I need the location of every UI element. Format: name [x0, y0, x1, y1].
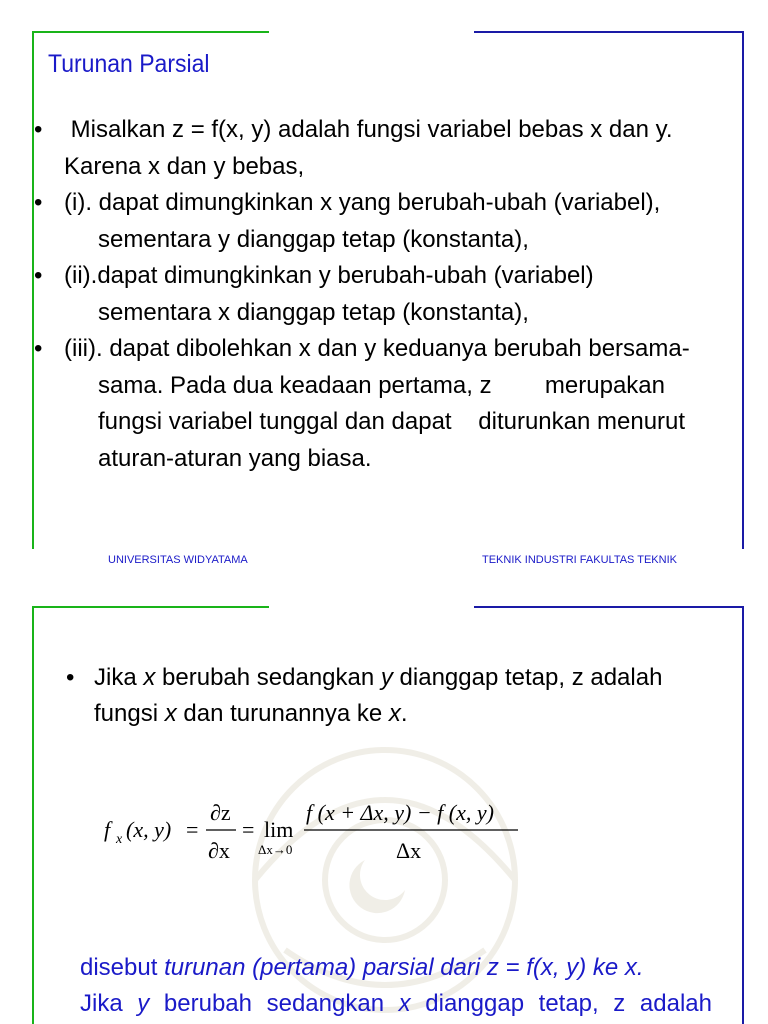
text-part: . [400, 700, 408, 727]
bullet-line: fungsi variabel tunggal dan dapat diturunkan menurut [98, 408, 686, 435]
text-part: dianggap tetap, z adalah [392, 664, 663, 691]
bullet-dot-icon: • [34, 189, 43, 216]
bullet-line: (ii).dapat dimungkinkan y berubah-ubah (variabel) [64, 262, 594, 289]
slide-title: Turunan Parsial [48, 50, 210, 78]
text-part: Jika [80, 990, 138, 1017]
bullet-line: (i). dapat dimungkinkan x yang berubah-ubah (variabel), [64, 189, 661, 216]
bullet-dot-icon: • [66, 664, 75, 691]
text-part: y [380, 664, 393, 691]
footer-left: UNIVERSITAS WIDYATAMA [108, 554, 248, 566]
definition-line [80, 950, 712, 986]
slide2-right-border [742, 606, 744, 1024]
text-part: x [143, 664, 156, 691]
bullet-dot-icon: • [34, 116, 43, 143]
formula-subscript: x [116, 832, 123, 847]
formula-frac-den: Δx [396, 838, 422, 863]
formula-f: f [104, 817, 111, 842]
slide2-bullet [66, 660, 706, 732]
slide1-top-right-border [474, 31, 744, 33]
bullet-dot-icon: • [34, 262, 43, 289]
bullet-line: sama. Pada dua keadaan pertama, z merupakan [98, 371, 665, 399]
text-part: Jika [94, 664, 144, 691]
formula-lim-sub: Δx→0 [258, 842, 293, 857]
text-part: disebut [80, 954, 165, 981]
slide2-top-right-border [474, 606, 744, 608]
bullet-item [34, 185, 734, 258]
definition-line [80, 986, 712, 1022]
bullet-item [34, 112, 734, 185]
formula-partial-den: ∂x [208, 838, 230, 863]
bullet-line: Misalkan z = f(x, y) adalah fungsi variabel bebas x dan y. [64, 116, 673, 143]
bullet-line: aturan-aturan yang biasa. [98, 444, 372, 472]
slide2-top-left-border [32, 606, 269, 608]
bullet-text [66, 660, 706, 732]
text-part: berubah sedangkan [155, 664, 381, 691]
bullet-line: (iii). dapat dibolehkan x dan y keduanya berubah bersama- [64, 335, 690, 362]
slide1-right-border [742, 31, 744, 549]
bullet-item [34, 331, 734, 477]
definition-text [80, 950, 712, 1022]
bullet-dot-icon: • [34, 335, 43, 362]
bullet-line: sementara y dianggap tetap (konstanta), [98, 225, 529, 253]
text-part: x [398, 990, 411, 1017]
bullet-item [34, 258, 734, 331]
text-part: turunan (pertama) parsial dari z = f(x, y) ke x. [164, 954, 644, 981]
bullet-list [34, 112, 734, 477]
formula-frac-num: f (x + Δx, y) − f (x, y) [306, 800, 494, 825]
formula-equals: = [186, 817, 199, 842]
text-part: x [388, 700, 401, 727]
footer-right: TEKNIK INDUSTRI FAKULTAS TEKNIK [482, 554, 677, 566]
text-part: fungsi [94, 700, 165, 727]
partial-derivative-formula [100, 790, 540, 880]
formula-args: (x, y) [126, 817, 172, 842]
text-part: dan turunannya ke [176, 700, 389, 727]
formula-partial-num: ∂z [210, 800, 231, 825]
slide1-top-left-border [32, 31, 269, 33]
text-part: berubah sedangkan [149, 990, 399, 1017]
text-part: dianggap tetap, z adalah [410, 990, 712, 1017]
formula-equals: = [242, 817, 255, 842]
slide2-left-border [32, 606, 34, 1024]
formula-lim: lim [264, 817, 294, 842]
bullet-line: Karena x dan y bebas, [64, 152, 305, 180]
bullet-line: sementara x dianggap tetap (konstanta), [98, 298, 529, 326]
text-part: x [164, 700, 177, 727]
text-part: y [137, 990, 150, 1017]
